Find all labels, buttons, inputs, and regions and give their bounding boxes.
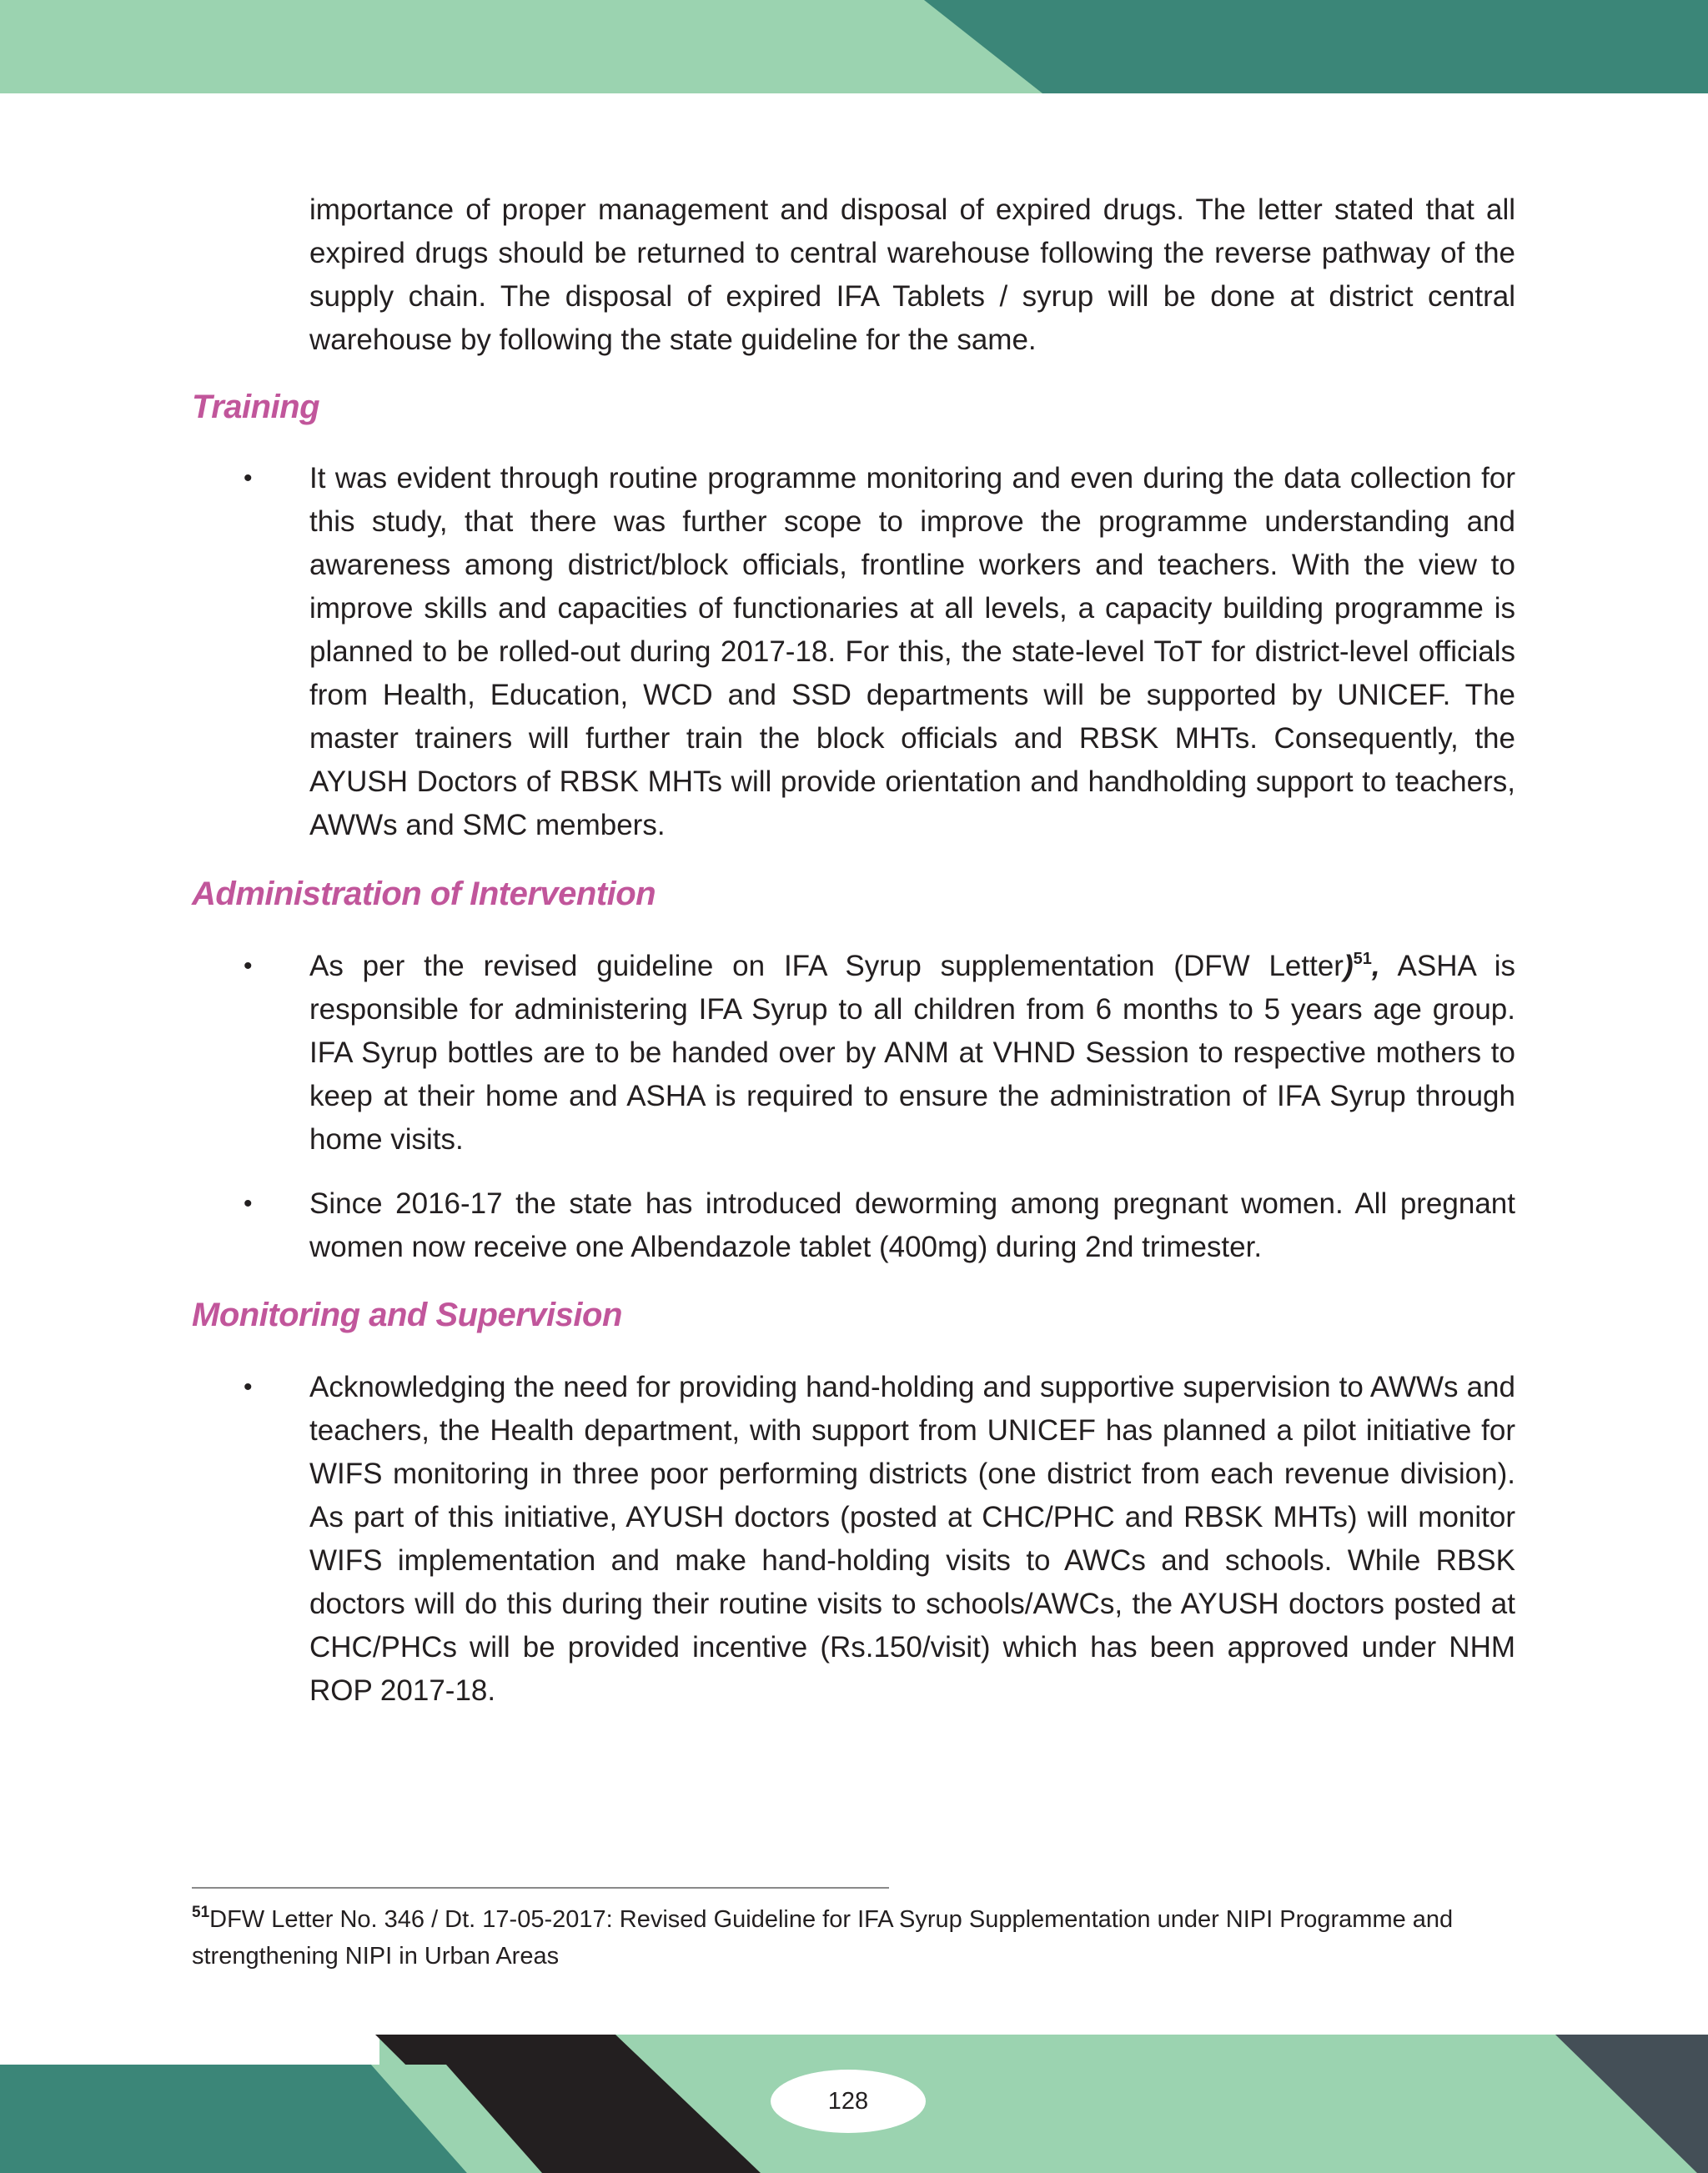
bullet-marker: • <box>244 952 253 980</box>
footnote <box>192 1901 1526 1975</box>
administration-bullet-2: Since 2016-17 the state has introduced deworming among pregnant women. All pregnant women now receive one Albendazole tablet (400mg) during 2nd trimester. <box>309 1187 1515 1263</box>
admin-bullet1-pre: As per the revised guideline on IFA Syrup supplementation (DFW Letter <box>309 950 1344 982</box>
bullet-marker: • <box>244 464 253 492</box>
heading-administration: Administration of Intervention <box>192 876 656 912</box>
admin-bullet1-post: ASHA is responsible for administering IFA Syrup to all children from 6 months to 5 years age group. IFA Syrup bottles are to be handed over by ANM at VHND Session to respective mothers to keep at their home and ASHA is required to ensure the administration of IFA Syrup through home visits. <box>309 950 1515 1156</box>
bottom-band-white-corner-left <box>0 2035 379 2065</box>
intro-paragraph: importance of proper management and disposal of expired drugs. The letter stated that all expired drugs should be returned to central warehouse following the reverse pathway of the supply chain. The disposal of expired IFA Tablets / syrup will be done at district central warehouse by following the state guideline for the same. <box>309 193 1515 356</box>
monitoring-bullet-text: Acknowledging the need for providing hand-holding and supportive supervision to AWWs and teachers, the Health department, with support from UNICEF has planned a pilot initiative for WIFS monitoring in three poor performing districts (one district from each revenue division). As part of this initiative, AYUSH doctors (posted at CHC/PHC and RBSK MHTs) will monitor WIFS implementation and make hand-holding visits to AWCs and schools. While RBSK doctors will do this during their routine visits to schools/AWCs, the AYUSH doctors posted at CHC/PHCs will be provided incentive (Rs.150/visit) which has been approved under NHM ROP 2017-18. <box>309 1371 1515 1707</box>
training-bullet-text: It was evident through routine programme monitoring and even during the data collection for this study, that there was further scope to improve the programme understanding and awareness among district/block officials, frontline workers and teachers. With the view to improve skills and capacities of functionaries at all levels, a capacity building programme is planned to be rolled-out during 2017-18. For this, the state-level ToT for district-level officials from Health, Education, WCD and SSD departments will be supported by UNICEF. The master trainers will further train the block officials and RBSK MHTs. Consequently, the AYUSH Doctors of RBSK MHTs will provide orientation and handholding support to teachers, AWWs and SMC members. <box>309 462 1515 841</box>
heading-training: Training <box>192 389 320 425</box>
top-decorative-band <box>0 0 1708 93</box>
bullet-marker: • <box>244 1373 253 1401</box>
footnote-text: DFW Letter No. 346 / Dt. 17-05-2017: Revised Guideline for IFA Syrup Supplementation under NIPI Programme and strengthening NIPI in Urban Areas <box>192 1906 1454 1970</box>
admin-bullet1-comma: , <box>1371 950 1380 982</box>
footnote-divider <box>192 1887 889 1889</box>
admin-bullet1-paren: ) <box>1343 950 1354 982</box>
administration-bullet-1 <box>309 945 1515 1162</box>
footnote-number: 51 <box>192 1904 210 1921</box>
heading-monitoring: Monitoring and Supervision <box>192 1297 622 1333</box>
page-number: 128 <box>771 2070 926 2133</box>
top-band-teal-wedge <box>924 0 1708 93</box>
bullet-marker: • <box>244 1190 253 1217</box>
footnote-ref-51: 51 <box>1353 950 1372 968</box>
top-band-graphic <box>0 0 1708 93</box>
